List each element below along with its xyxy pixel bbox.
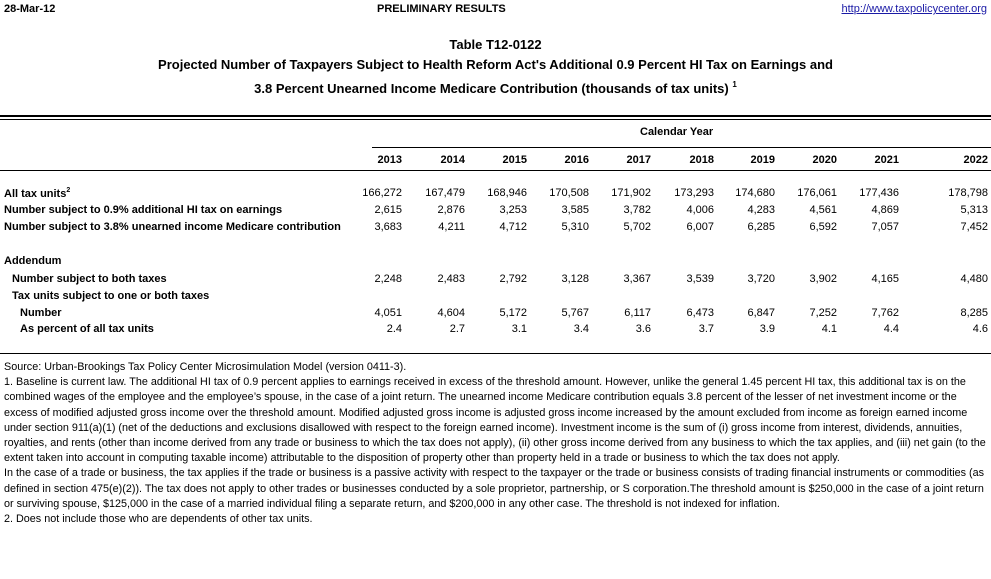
table-cell: 3,367: [623, 273, 651, 285]
table-cell: 4,006: [686, 204, 714, 216]
calendar-year-header: Calendar Year: [640, 126, 714, 138]
table-cell: 5,172: [499, 307, 527, 319]
table-row-medicare-contribution: [0, 221, 991, 237]
table-cell: 6,592: [809, 221, 837, 233]
table-cell: 3,253: [499, 204, 527, 216]
notes-section: [4, 360, 989, 527]
table-cell: 6,473: [686, 307, 714, 319]
preliminary-label: PRELIMINARY RESULTS: [377, 3, 506, 15]
table-cell: 3.4: [573, 323, 589, 335]
subheader-one-or-both: [0, 290, 991, 306]
year-header-2019: 2019: [750, 154, 775, 166]
table-cell: 6,117: [624, 307, 651, 319]
source-note: Source: Urban-Brookings Tax Policy Center Microsimulation Model (version 0411-3).: [4, 361, 407, 373]
year-header-2020: 2020: [812, 154, 837, 166]
table-cell: 8,285: [960, 307, 988, 319]
table-cell: 174,680: [735, 187, 775, 199]
year-header-2016: 2016: [564, 154, 589, 166]
table-row-both-taxes: [0, 273, 991, 289]
table-title-line-2-text: 3.8 Percent Unearned Income Medicare Contribution (thousands of tax units): [254, 81, 729, 96]
table-cell: 168,946: [487, 187, 527, 199]
row-label: Number subject to 3.8% unearned income Medicare contribution: [4, 221, 341, 233]
table-cell: 3.9: [759, 323, 775, 335]
page-header: [4, 3, 987, 19]
table-cell: 4.6: [972, 323, 988, 335]
table-cell: 3,782: [623, 204, 651, 216]
table-cell: 6,847: [747, 307, 775, 319]
year-header-2022: 2022: [963, 154, 988, 166]
row-label: Number subject to both taxes: [12, 273, 167, 285]
table-cell: 3,539: [686, 273, 714, 285]
year-header-2021: 2021: [874, 154, 899, 166]
table-cell: 167,479: [425, 187, 465, 199]
row-label: Number subject to 0.9% additional HI tax on earnings: [4, 204, 283, 216]
table-row-all-tax-units: [0, 187, 991, 203]
table-cell: 2.4: [386, 323, 402, 335]
table-cell: 4,561: [809, 204, 837, 216]
table-cell: 2,876: [437, 204, 465, 216]
table-cell: 3,128: [561, 273, 589, 285]
table-cell: 6,007: [686, 221, 714, 233]
row-label: As percent of all tax units: [20, 323, 154, 335]
table-cell: 7,762: [871, 307, 899, 319]
table-cell: 5,767: [561, 307, 589, 319]
footnote-1-continued: In the case of a trade or business, the tax applies if the trade or business is a passive activity with respect to the taxpayer or the trade or business consists of trading financial instruments or commodities (as defined in section 475(e)(2)). The tax does not apply to other trades or businesses conducted by a sole proprietor, partnership, or S corporation.The threshold amount is $250,000 in the case of a joint return or surviving spouse, $125,000 in the case of a married individual filing a separate return, and $200,000 in any other case. The threshold is not indexed for inflation.: [4, 467, 985, 510]
divider-years-bottom: [0, 170, 991, 171]
table-title-line-1: Projected Number of Taxpayers Subject to Health Reform Act's Additional 0.9 Percent HI Tax on Earnings and: [158, 57, 833, 72]
table-row-hi-tax: [0, 204, 991, 220]
footnote-2: 2. Does not include those who are dependents of other tax units.: [4, 513, 313, 526]
table-cell: 4.1: [821, 323, 837, 335]
table-title-line-2: [0, 80, 991, 96]
table-cell: 3.1: [511, 323, 527, 335]
table-row-percent: [0, 323, 991, 339]
table-cell: 4.4: [883, 323, 899, 335]
table-cell: 3.7: [698, 323, 714, 335]
table-cell: 5,313: [960, 204, 988, 216]
addendum-label: Addendum: [4, 255, 62, 267]
table-cell: 6,285: [747, 221, 775, 233]
year-header-2018: 2018: [689, 154, 714, 166]
table-cell: 3.6: [635, 323, 651, 335]
table-cell: 177,436: [859, 187, 899, 199]
year-header-2015: 2015: [502, 154, 527, 166]
table-cell: 178,798: [948, 187, 988, 199]
table-cell: 5,310: [561, 221, 589, 233]
table-cell: 3,683: [374, 221, 402, 233]
footnote-ref: 2: [66, 187, 71, 194]
addendum-header: [0, 255, 991, 271]
row-label-text: All tax units: [4, 188, 67, 200]
table-cell: 4,604: [437, 307, 465, 319]
table-cell: 3,585: [561, 204, 589, 216]
row-label: [4, 187, 70, 200]
table-cell: 4,211: [438, 221, 465, 233]
row-label: Tax units subject to one or both taxes: [12, 290, 210, 302]
table-cell: 3,720: [747, 273, 775, 285]
table-cell: 176,061: [797, 187, 837, 199]
year-header-2013: 2013: [377, 154, 402, 166]
footnote-ref: 1: [732, 80, 737, 89]
table-cell: 2,792: [499, 273, 527, 285]
divider-double-bottom: [0, 119, 991, 120]
table-cell: 4,712: [499, 221, 527, 233]
table-cell: 4,480: [960, 273, 988, 285]
table-cell: 2,248: [374, 273, 402, 285]
report-date: 28-Mar-12: [4, 3, 56, 15]
year-header-2017: 2017: [626, 154, 651, 166]
footnote-1: 1. Baseline is current law. The additional HI tax of 0.9 percent applies to earnings received in excess of the threshold amount. However, unlike the general 1.45 percent HI tax, this additional tax is on the combined wages of the employee and the employee’s spouse, in the case of a joint return. The unearned income Medicare contribution equals 3.8 percent of the lesser of net investment income or the excess of modified adjusted gross income over the threshold amount. Modified adjusted gross income is adjusted gross income increased by the amount excluded from income as foreign earned income under section 911(a)(1) (net of the deductions and exclusions disallowed with respect to the foreign earned income). Investment income is the sum of (i) gross income from interest, dividends, annuities, royalties, and rents (other than income derived from any trade or business to which the tax does not apply), (ii) other gross income derived from any business to which the tax applies, and (iii) net gain (to the extent taken into account in computing taxable income) attributable to the disposition of property other than property held in a trade or business to which the tax does not apply.: [4, 376, 986, 465]
table-cell: 4,051: [374, 307, 402, 319]
row-label: Number: [20, 307, 62, 319]
table-cell: 4,165: [871, 273, 899, 285]
divider-years-top: [372, 147, 991, 148]
table-row-number: [0, 307, 991, 323]
table-cell: 3,902: [809, 273, 837, 285]
year-header-2014: 2014: [440, 154, 465, 166]
table-cell: 7,252: [809, 307, 837, 319]
table-cell: 170,508: [549, 187, 589, 199]
table-cell: 7,057: [871, 221, 899, 233]
table-cell: 166,272: [362, 187, 402, 199]
website-link[interactable]: http://www.taxpolicycenter.org: [841, 3, 987, 15]
year-header-row: [0, 154, 991, 168]
table-cell: 7,452: [960, 221, 988, 233]
table-cell: 2.7: [449, 323, 465, 335]
table-id: Table T12-0122: [449, 37, 542, 52]
table-cell: 171,902: [611, 187, 651, 199]
table-cell: 4,869: [871, 204, 899, 216]
table-cell: 2,483: [437, 273, 465, 285]
table-cell: 5,702: [623, 221, 651, 233]
table-cell: 4,283: [747, 204, 775, 216]
table-cell: 173,293: [674, 187, 714, 199]
divider-table-bottom: [0, 353, 991, 354]
table-cell: 2,615: [374, 204, 402, 216]
